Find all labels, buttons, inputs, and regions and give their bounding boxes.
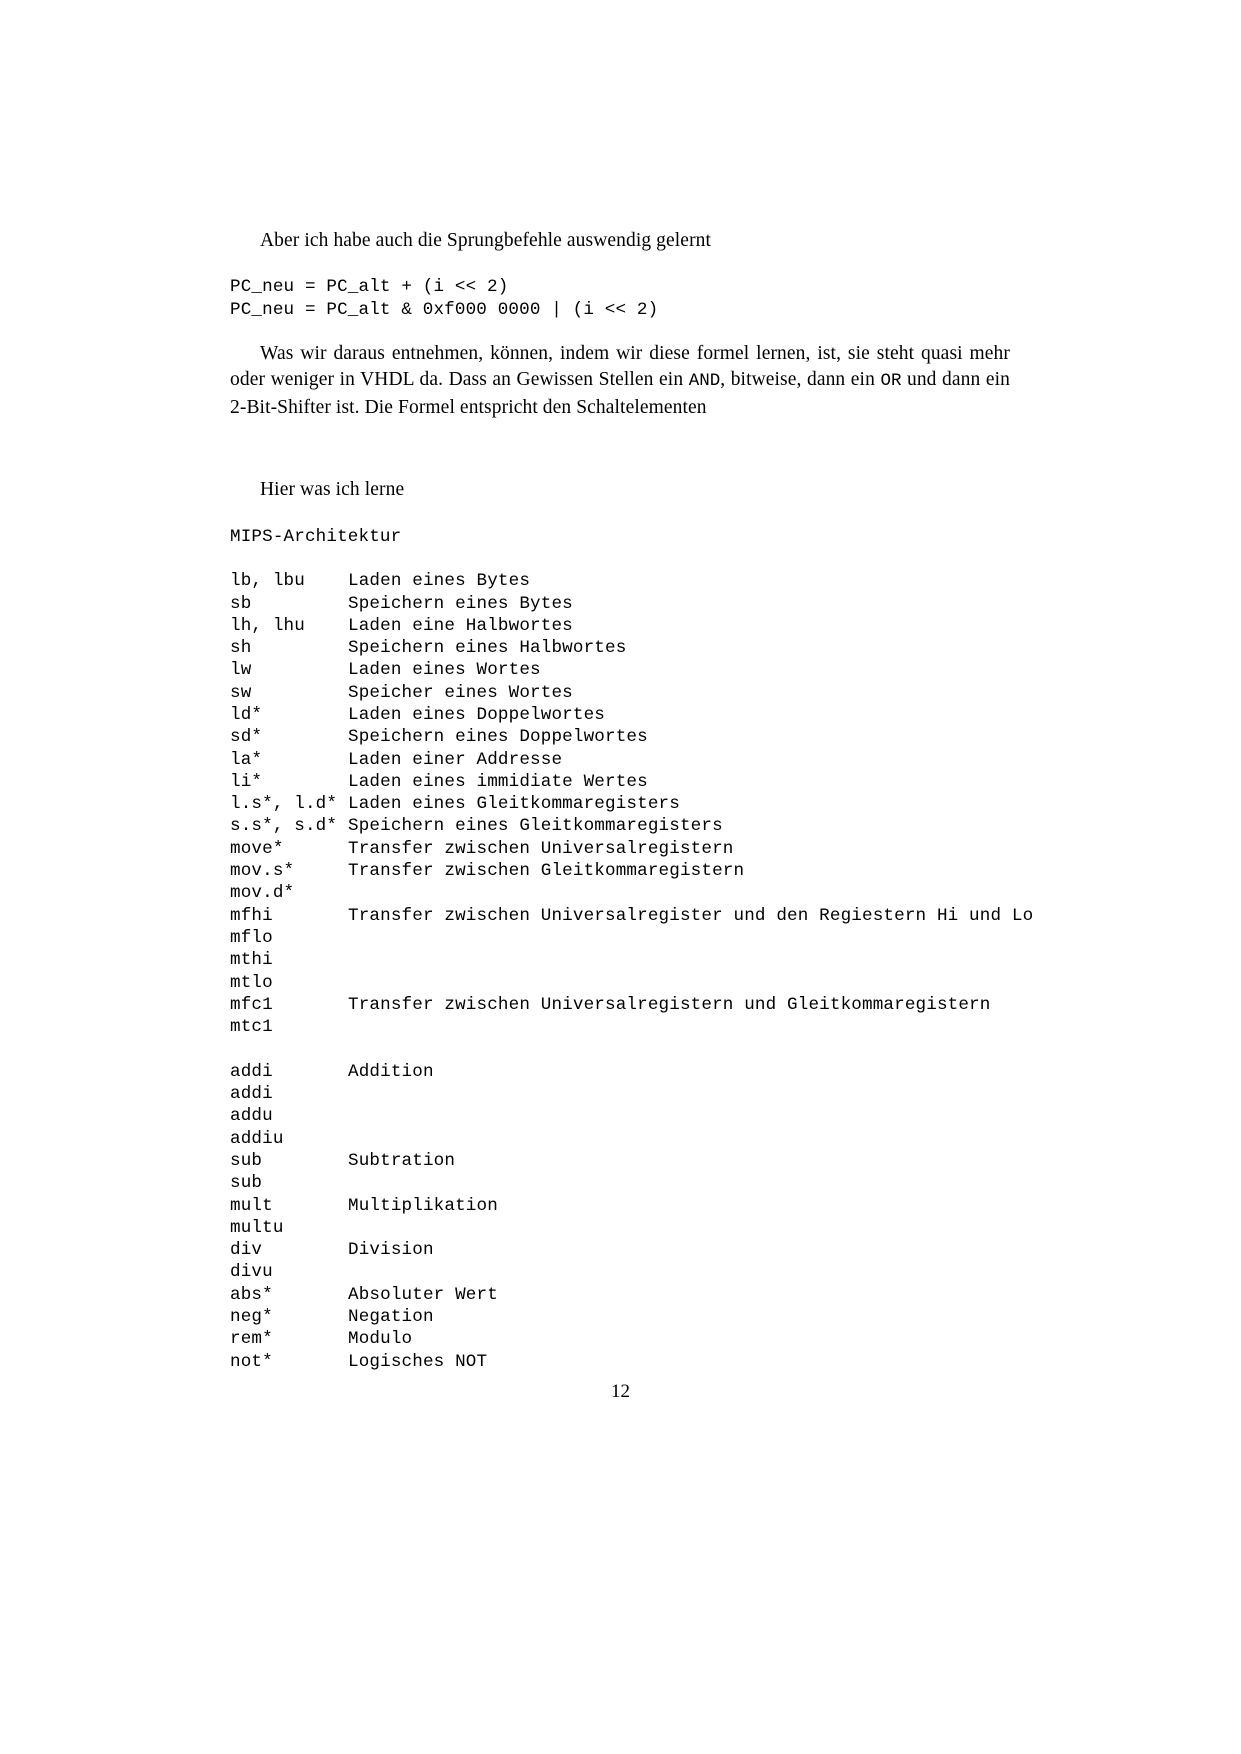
learn-heading: Hier was ich lerne [260,479,405,501]
listing-row [230,1105,1010,1127]
instruction-description: Laden eines Gleitkommaregisters [348,794,680,815]
instruction-mnemonic: multu [230,1217,284,1238]
explanation-segment-3: und dann ein 2-Bit-Shifter ist. Die Formel entspricht den Schaltelementen [230,369,1011,418]
listing-row [230,749,1010,771]
listing-row [230,994,1010,1016]
instruction-mnemonic: mfc1 [230,994,273,1015]
instruction-mnemonic: addu [230,1106,273,1127]
instruction-description: Speicher eines Wortes [348,682,573,703]
instruction-description: Laden eines Doppelwortes [348,705,605,725]
instruction-description: Logisches NOT [348,1351,488,1372]
instruction-mnemonic: sw [230,682,252,703]
instruction-mnemonic: not* [230,1351,273,1372]
listing-row [230,1150,1010,1172]
instruction-mnemonic: move* [230,838,284,859]
instruction-mnemonic: li* [230,771,263,792]
listing-row [230,1195,1010,1217]
listing-row [230,838,1010,860]
section-title-mips-architektur: MIPS-Architektur [230,526,402,547]
spacer [230,548,1010,570]
instruction-description: Negation [348,1307,434,1328]
instruction-description: Laden eine Halbwortes [348,615,573,636]
instruction-description: Speichern eines Halbwortes [348,638,627,659]
instruction-mnemonic: mfhi [230,905,273,926]
instruction-listing [230,570,1034,1373]
listing-row [230,682,1010,704]
inline-code-and: AND [688,371,721,392]
listing-row [230,793,1010,815]
instruction-mnemonic: ld* [230,705,263,725]
explanation-paragraph [230,341,1010,421]
instruction-mnemonic: l.s*, l.d* [230,794,338,815]
listing-row [230,882,1010,904]
listing-row [230,615,1010,637]
listing-row [230,659,1010,681]
spacer [230,504,1010,526]
listing-row [230,905,1034,927]
listing-row [230,815,1010,837]
listing-blank-line [230,1038,1010,1060]
explanation-segment-1: Was wir daraus entnehmen, können, indem wir diese formel lernen, ist, sie steht quasi mehr oder weniger in VHDL da. Dass an Gewissen Stellen ein [230,343,1010,391]
listing-row [230,1306,1010,1328]
listing-row [230,972,1010,994]
instruction-mnemonic: addi [230,1084,273,1105]
instruction-mnemonic: la* [230,749,263,770]
listing-row [230,1328,1010,1350]
listing-row [230,1172,1010,1194]
instruction-description: Transfer zwischen Universalregistern und Gleitkommaregistern [348,994,991,1015]
instruction-mnemonic: s.s*, s.d* [230,816,338,837]
instruction-mnemonic: mov.d* [230,883,295,904]
instruction-description: Transfer zwischen Universalregister und den Regiestern Hi und Lo [348,905,1034,926]
listing-row [230,1239,1010,1261]
listing-row [230,1016,1010,1038]
listing-row [230,1284,1010,1306]
instruction-description: Multiplikation [348,1195,498,1216]
listing-row [230,1083,1010,1105]
listing-row [230,1061,1010,1083]
instruction-description: Speichern eines Gleitkommaregisters [348,816,723,837]
listing-row [230,570,1010,592]
instruction-mnemonic: lh, lhu [230,615,305,636]
instruction-description: Division [348,1240,434,1261]
instruction-description: Speichern eines Bytes [348,593,573,614]
instruction-mnemonic: mov.s* [230,861,295,882]
instruction-mnemonic: mtlo [230,972,273,993]
listing-row [230,1128,1010,1150]
listing-row [230,1217,1010,1239]
instruction-mnemonic: mflo [230,927,273,948]
intro-paragraph: Aber ich habe auch die Sprungbefehle auswendig gelernt [260,230,712,251]
inline-code-or: OR [880,371,902,392]
formula-line-1: PC_neu = PC_alt + (i << 2) [230,277,509,298]
instruction-mnemonic: sb [230,593,252,614]
instruction-mnemonic: addi [230,1061,273,1082]
instruction-mnemonic: div [230,1240,263,1261]
instruction-mnemonic: sh [230,638,252,659]
listing-row [230,726,1010,748]
page-number: 12 [611,1381,630,1402]
instruction-description: Laden eines immidiate Wertes [348,771,648,792]
instruction-description: Laden eines Wortes [348,660,541,681]
listing-row [230,927,1010,949]
instruction-description: Absoluter Wert [348,1284,498,1305]
listing-row [230,704,1010,726]
spacer [230,421,1010,477]
explanation-segment-2: , bitweise, dann ein [720,369,881,391]
instruction-mnemonic: lw [230,660,252,681]
instruction-mnemonic: mthi [230,950,273,971]
listing-row [230,949,1010,971]
instruction-mnemonic: divu [230,1262,273,1283]
listing-row [230,860,1010,882]
listing-row [230,771,1010,793]
instruction-description: Speichern eines Doppelwortes [348,727,648,748]
instruction-mnemonic: sd* [230,727,263,748]
instruction-description: Modulo [348,1329,413,1350]
instruction-mnemonic: mtc1 [230,1017,273,1038]
instruction-mnemonic: sub [230,1173,263,1194]
instruction-description: Transfer zwischen Universalregistern [348,838,734,859]
instruction-mnemonic: addiu [230,1128,284,1149]
listing-row [230,637,1010,659]
formula-line-2: PC_neu = PC_alt & 0xf000 0000 | (i << 2) [230,299,659,320]
instruction-description: Laden eines Bytes [348,571,531,592]
instruction-mnemonic: rem* [230,1329,273,1350]
page-content [230,228,1034,1373]
instruction-description: Subtration [348,1150,456,1171]
instruction-description: Laden einer Addresse [348,749,563,770]
spacer [230,321,1010,341]
instruction-mnemonic: abs* [230,1284,273,1305]
listing-row [230,1261,1010,1283]
listing-row [230,1351,1010,1373]
instruction-mnemonic: sub [230,1150,263,1171]
listing-row [230,593,1010,615]
instruction-description: Addition [348,1061,434,1082]
instruction-description: Transfer zwischen Gleitkommaregistern [348,861,745,882]
instruction-mnemonic: neg* [230,1307,273,1328]
spacer [230,254,1010,276]
instruction-mnemonic: mult [230,1195,273,1216]
instruction-mnemonic: lb, lbu [230,571,305,592]
